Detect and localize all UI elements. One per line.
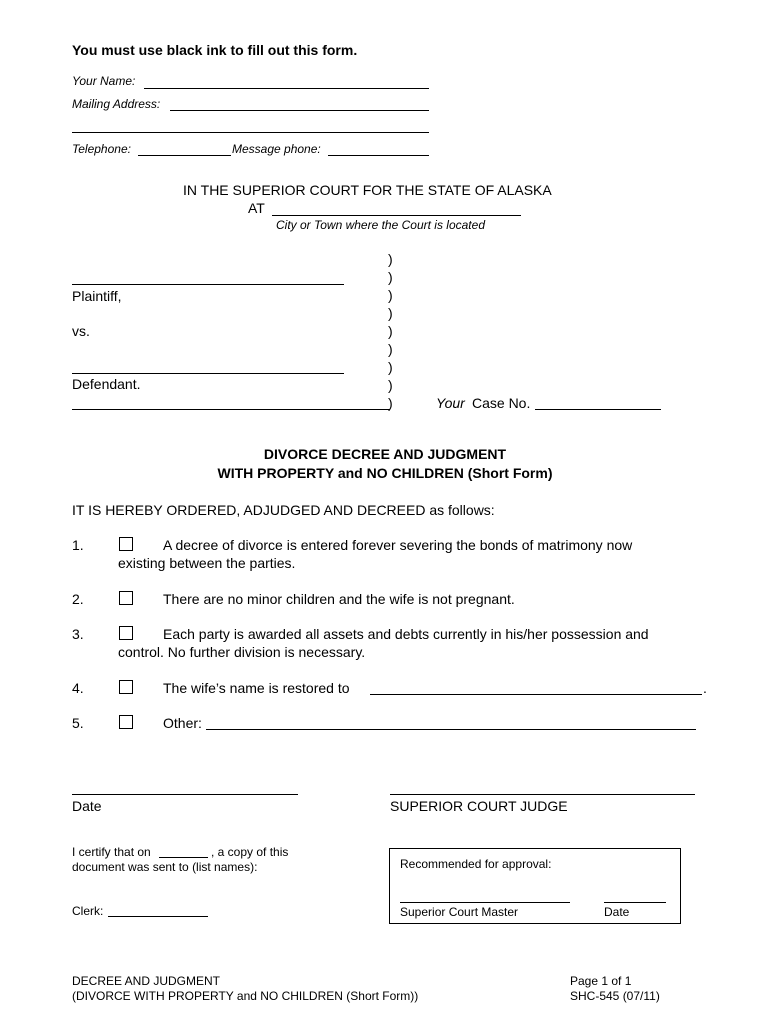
item-2-checkbox[interactable]: [119, 591, 133, 605]
caption-bottom-line: [72, 409, 390, 410]
master-date-line[interactable]: [604, 902, 666, 903]
item-3-text: Each party is awarded all assets and debts currently in his/her possession and: [163, 626, 649, 642]
certify-text-line2: document was sent to (list names):: [72, 860, 258, 874]
item-4-checkbox[interactable]: [119, 680, 133, 694]
defendant-label: Defendant.: [72, 376, 141, 392]
vs-label: vs.: [72, 323, 90, 339]
caption-paren: ): [388, 287, 393, 303]
date-signature-line[interactable]: [72, 794, 298, 795]
item-1-checkbox[interactable]: [119, 537, 133, 551]
footer-subtitle: (DIVORCE WITH PROPERTY and NO CHILDREN (Short Form)): [72, 989, 419, 1003]
item-3-text-cont: control. No further division is necessary.: [118, 644, 366, 660]
caption-paren: ): [388, 395, 393, 411]
caption-paren: ): [388, 377, 393, 393]
defendant-name-field[interactable]: [72, 373, 344, 374]
case-no-your: Your: [436, 395, 465, 411]
master-signature-line[interactable]: [400, 902, 570, 903]
certify-text: I certify that on: [72, 845, 151, 859]
caption-paren: ): [388, 251, 393, 267]
recommend-title: Recommended for approval:: [400, 857, 552, 871]
judge-label: SUPERIOR COURT JUDGE: [390, 798, 568, 814]
judge-signature-line[interactable]: [390, 794, 695, 795]
order-intro: IT IS HEREBY ORDERED, ADJUDGED AND DECREED as follows:: [72, 502, 495, 518]
master-label: Superior Court Master: [400, 905, 519, 919]
ink-notice: You must use black ink to fill out this form.: [72, 42, 358, 58]
restored-name-field[interactable]: [370, 694, 702, 695]
date-label: Date: [72, 798, 102, 814]
your-name-label: Your Name:: [72, 74, 136, 88]
clerk-field[interactable]: [108, 916, 208, 917]
court-at-label: AT: [248, 200, 265, 216]
certify-date-field[interactable]: [159, 857, 208, 858]
item-2-text: There are no minor children and the wife is not pregnant.: [163, 591, 515, 607]
caption-paren: ): [388, 359, 393, 375]
item-number: 3.: [72, 626, 84, 642]
recommend-box: [389, 848, 681, 924]
telephone-label: Telephone:: [72, 142, 131, 156]
certify-text-cont: , a copy of this: [211, 845, 289, 859]
plaintiff-label: Plaintiff,: [72, 288, 122, 304]
caption-paren: ): [388, 323, 393, 339]
form-title-line2: WITH PROPERTY and NO CHILDREN (Short Form): [217, 465, 553, 481]
page-number: Page 1 of 1: [570, 974, 632, 988]
caption-paren: ): [388, 305, 393, 321]
item-number: 2.: [72, 591, 84, 607]
telephone-field[interactable]: [138, 155, 231, 156]
case-no-field[interactable]: [535, 409, 661, 410]
item-3-checkbox[interactable]: [119, 626, 133, 640]
item-4-suffix: .: [703, 680, 707, 696]
item-1-text-cont: existing between the parties.: [118, 555, 296, 571]
plaintiff-name-field[interactable]: [72, 284, 344, 285]
other-field[interactable]: [206, 729, 696, 730]
master-date-label: Date: [604, 905, 630, 919]
court-title: IN THE SUPERIOR COURT FOR THE STATE OF ALASKA: [183, 182, 552, 198]
case-no-label: Case No.: [472, 395, 531, 411]
your-name-field[interactable]: [144, 88, 429, 89]
message-phone-field[interactable]: [328, 155, 429, 156]
court-location-hint: City or Town where the Court is located: [276, 218, 485, 232]
footer-title: DECREE AND JUDGMENT: [72, 974, 221, 988]
item-number: 5.: [72, 715, 84, 731]
mailing-address-field-2[interactable]: [72, 132, 429, 133]
clerk-label: Clerk:: [72, 904, 104, 918]
mailing-address-field[interactable]: [170, 110, 429, 111]
form-code: SHC-545 (07/11): [570, 989, 660, 1003]
message-phone-label: Message phone:: [232, 142, 321, 156]
form-title-line1: DIVORCE DECREE AND JUDGMENT: [263, 446, 507, 462]
caption-paren: ): [388, 341, 393, 357]
item-number: 1.: [72, 537, 84, 553]
court-location-field[interactable]: [272, 215, 521, 216]
item-5-text: Other:: [163, 715, 202, 731]
mailing-address-label: Mailing Address:: [72, 97, 161, 111]
item-5-checkbox[interactable]: [119, 715, 133, 729]
item-4-text: The wife’s name is restored to: [163, 680, 350, 696]
caption-paren: ): [388, 269, 393, 285]
item-number: 4.: [72, 680, 84, 696]
item-1-text: A decree of divorce is entered forever severing the bonds of matrimony now: [163, 537, 633, 553]
